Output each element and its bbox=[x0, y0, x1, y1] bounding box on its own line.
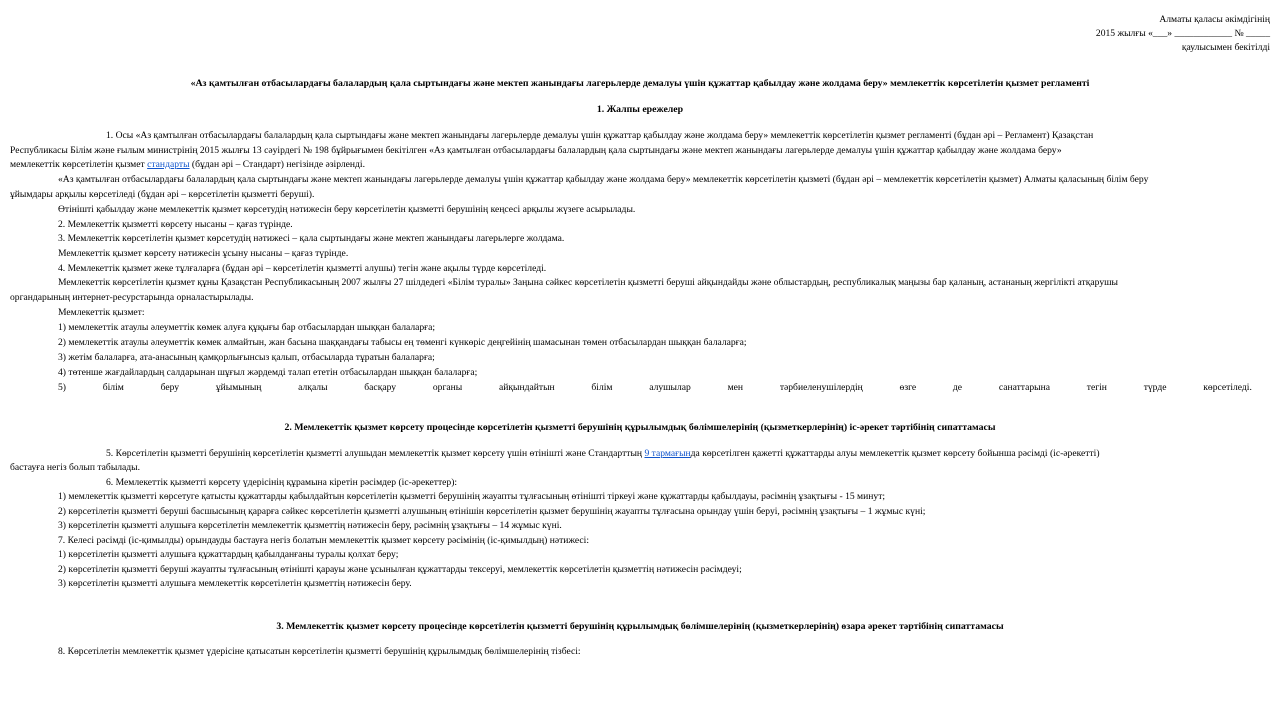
list-item-5-word: тегін bbox=[1086, 382, 1107, 393]
list-item-2: 2) мемлекеттік атаулы әлеуметтік көмек алмайтын, жан басына шаққандағы табысы ең төменгі күнкөріс деңгейінің шамасынан төмен отбасылардан шыққан балаларға; bbox=[58, 337, 747, 348]
list-item-5-word: білім bbox=[102, 382, 124, 393]
paragraph-1-line-1: 1. Осы «Аз қамтылған отбасылардағы балалардың қала сыртындағы және мектеп жанындағы лагерьлерде демалуы үшін құжаттар қабылдау және жолдама беру» мемлекеттік көрсетілетін қызмет регламенті (бұдан әрі – Регламент) Қазақстан bbox=[106, 130, 1094, 141]
action-1: 1) мемлекеттік қызметті көрсетуге қатысты құжаттарды қабылдайтын көрсетілетін қызметті берушінің жауапты тұлғасының өтінішті тіркеуі және құжаттарды қабылдауы, рәсімнің ұзақтығы - 15 минут; bbox=[58, 491, 886, 502]
paragraph-s2-5-line-2: бастауға негіз болып табылады. bbox=[10, 462, 141, 473]
paragraph-8-line-2: органдарының интернет-ресурстарында орналастырылады. bbox=[10, 292, 254, 303]
paragraph-2-line-1: «Аз қамтылған отбасылардағы балалардың қала сыртындағы және мектеп жанындағы лагерьлерде демалуы үшін құжаттар қабылдау және жолдама беру» мемлекеттік көрсетілетін қызметі (бұдан әрі – мемлекеттік көрсетілетін қызмет) Алматы қаласының білім беру bbox=[58, 174, 1149, 185]
list-item-5-word: беру bbox=[160, 382, 180, 393]
approval-line-3: қаулысымен бекітілді bbox=[1181, 42, 1270, 53]
list-item-5-word: органы bbox=[432, 382, 463, 393]
approval-stamp bbox=[1096, 13, 1270, 55]
action-2: 2) көрсетілетін қызметті беруші басшысының қарарға сәйкес көрсетілетін қызметті алушының өтінішін көрсетілетін қызмет берушінің жауапты тұлғасына орындау үшін беруі, рәсімнің ұзақтығы – 1 жұмыс күні; bbox=[58, 506, 926, 517]
result-2: 2) көрсетілетін қызметті беруші жауапты тұлғасының өтінішті қарауы және ұсынылған құжаттарды тексеруі, мемлекеттік көрсетілетін қызметтің нәтижесін рәсімдеуі; bbox=[58, 564, 742, 575]
list-item-5-word: де bbox=[952, 382, 963, 393]
paragraph-s3-8: 8. Көрсетілетін мемлекеттік қызмет үдерісіне қатысатын көрсетілетін қызметті берушінің құрылымдық бөлімшелерінің тізбесі: bbox=[58, 646, 581, 657]
paragraph-1-line-3 bbox=[10, 158, 1270, 173]
list-item-5-word: мен bbox=[727, 382, 744, 393]
standard-link[interactable]: стандарты bbox=[147, 159, 190, 170]
list-item-3: 3) жетім балаларға, ата-анасының қамқорлығынсыз қалып, отбасыларда тұратын балаларға; bbox=[58, 352, 435, 363]
list-item-5-word: түрде bbox=[1143, 382, 1167, 393]
section-1-heading: 1. Жалпы ережелер bbox=[596, 104, 684, 115]
list-item-5-word: білім bbox=[591, 382, 613, 393]
list-item-5-word: басқару bbox=[364, 382, 397, 393]
list-item-5-word: тәрбиеленушілердің bbox=[779, 382, 863, 393]
approval-line-1: Алматы қаласы әкімдігінің bbox=[1159, 14, 1270, 25]
list-item-5-word: ұйымының bbox=[215, 382, 262, 393]
list-item-5-word: көрсетіледі. bbox=[1203, 382, 1252, 393]
paragraph-s2-5-line-1 bbox=[10, 447, 1253, 462]
approval-line-2: 2015 жылғы «___» ____________ № _____ bbox=[1095, 28, 1270, 39]
paragraph-8-line-1: Мемлекеттік көрсетілетін қызмет құны Қазақстан Республикасының 2007 жылғы 27 шілдедегі «Білім туралы» Заңына сәйкес көрсетілетін қызметті беруші айқындайды және облыстардың, республикалық маңызы бар қаланың, астананың жергілікті атқарушы bbox=[58, 277, 1118, 288]
paragraph-1-text-end: (бұдан әрі – Стандарт) негізінде әзірленді. bbox=[189, 159, 365, 170]
paragraph-s2-5-text-end: да көрсетілген қажетті құжаттарды алуы мемлекеттік қызмет көрсету бойынша рәсімді (іс-әрекетті) bbox=[690, 448, 1100, 459]
list-item-5-word: санаттарына bbox=[998, 382, 1050, 393]
paragraph-3: Өтінішті қабылдау және мемлекеттік қызмет көрсетудің нәтижесін беру көрсетілетін қызметті берушінің кеңсесі арқылы жүзеге асырылады. bbox=[58, 204, 636, 215]
document-title: «Аз қамтылған отбасылардағы балалардың қала сыртындағы және мектеп жанындағы лагерьлерде демалуы үшін құжаттар қабылдау және жолдама беру» мемлекеттік көрсетілетін қызмет регламенті bbox=[190, 78, 1090, 89]
list-item-1: 1) мемлекеттік атаулы әлеуметтік көмек алуға құқығы бар отбасылардан шыққан балаларға; bbox=[58, 322, 436, 333]
list-item-5-word: 5) bbox=[58, 382, 66, 393]
result-3: 3) көрсетілетін қызметті алушыға мемлекеттік көрсетілетін қызметтің нәтижесін беру. bbox=[58, 578, 412, 589]
section-2-heading: 2. Мемлекеттік қызмет көрсету процесінде көрсетілетін қызметті берушінің құрылымдық бөлімшелерінің (қызметкерлерінің) іс-әрекет тәртібінің сипаттамасы bbox=[284, 422, 996, 433]
result-1: 1) көрсетілетін қызметті алушыға құжаттардың қабылданғаны туралы қолхат беру; bbox=[58, 549, 399, 560]
paragraph-7: 4. Мемлекеттік қызмет жеке тұлғаларға (бұдан әрі – көрсетілетін қызметті алушы) тегін және ақылы түрде көрсетіледі. bbox=[58, 263, 547, 274]
paragraph-4: 2. Мемлекеттік қызметті көрсету нысаны – қағаз түрінде. bbox=[58, 219, 293, 230]
paragraph-1-text: мемлекеттік көрсетілетін қызмет bbox=[10, 159, 148, 170]
paragraph-2-line-2: ұйымдары арқылы көрсетіледі (бұдан әрі – көрсетілетін қызметті беруші). bbox=[10, 189, 315, 200]
action-3: 3) көрсетілетін қызметті алушыға көрсетілетін мемлекеттік қызметтің нәтижесін беру, рәсімнің ұзақтығы – 14 жұмыс күні. bbox=[58, 520, 562, 531]
list-item-5 bbox=[58, 381, 1252, 396]
list-item-4: 4) төтенше жағдайлардың салдарынан шұғыл жәрдемді талап ететін отбасылардан шыққан балаларға; bbox=[58, 367, 478, 378]
paragraph-6: Мемлекеттік қызмет көрсету нәтижесін ұсыну нысаны – қағаз түрінде. bbox=[58, 248, 349, 259]
paragraph-1-line-2: Республикасы Білім және ғылым министрінің 2015 жылғы 13 сәуірдегі № 198 бұйрығымен бекітілген «Аз қамтылған отбасылардағы балалардың қала сыртындағы және мектеп жанындағы лагерьлерде демалуы үшін құжаттар қабылдау және жолдама беру» bbox=[10, 145, 1062, 156]
paragraph-s2-6: 6. Мемлекеттік қызметті көрсету үдерісінің құрамына кіретін рәсімдер (іс-әрекеттер): bbox=[106, 477, 458, 488]
list-item-5-word: алушылар bbox=[649, 382, 691, 393]
clause-9-link[interactable]: 9 тармағын bbox=[644, 448, 691, 459]
paragraph-s2-5-text: 5. Көрсетілетін қызметті берушінің көрсетілетін қызметті алушыдан мемлекеттік қызмет көрсету үшін өтінішті және Стандарттың bbox=[106, 448, 645, 459]
list-item-5-word: алқалы bbox=[298, 382, 328, 393]
paragraph-5: 3. Мемлекеттік көрсетілетін қызмет көрсетудің нәтижесі – қала сыртындағы және мектеп жанындағы лагерьлерге жолдама. bbox=[58, 233, 565, 244]
list-item-5-word: өзге bbox=[899, 382, 917, 393]
list-item-5-word: айқындайтын bbox=[498, 382, 555, 393]
section-3-heading: 3. Мемлекеттік қызмет көрсету процесінде көрсетілетін қызметті берушінің құрылымдық бөлімшелерінің (қызметкерлерінің) өзара әрекет тәртібінің сипаттамасы bbox=[276, 621, 1004, 632]
paragraph-9: Мемлекеттік қызмет: bbox=[58, 307, 145, 318]
paragraph-s2-7: 7. Келесі рәсімді (іс-қимылды) орындауды бастауға негіз болатын мемлекеттік қызмет көрсету рәсімінің (іс-қимылдың) нәтижесі: bbox=[58, 535, 590, 546]
